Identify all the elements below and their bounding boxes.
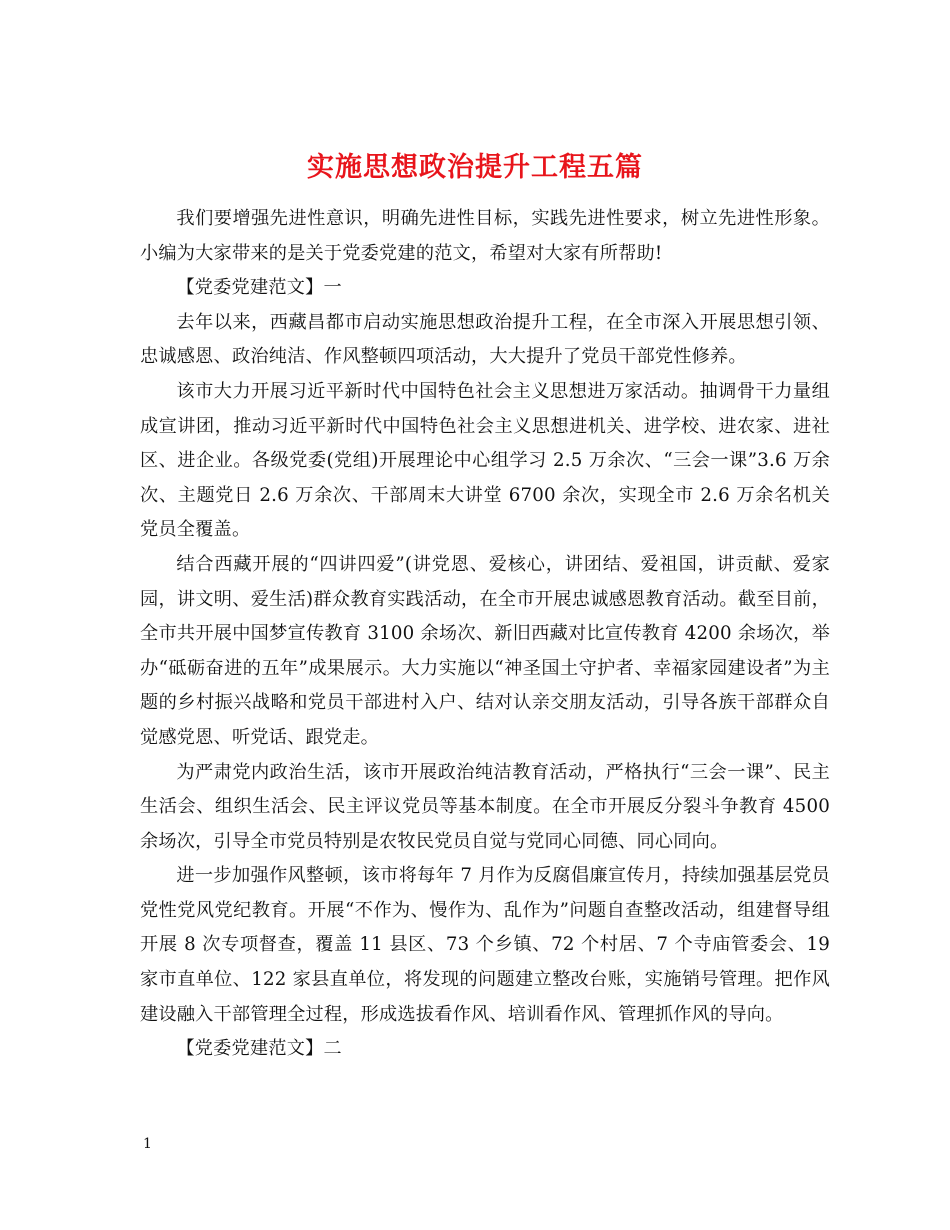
paragraph-intro: 我们要增强先进性意识，明确先进性目标，实践先进性要求，树立先进性形象。小编为大家带来的是关于党委党建的范文，希望对大家有所帮助! bbox=[140, 208, 830, 264]
paragraph: 该市大力开展习近平新时代中国特色社会主义思想进万家活动。抽调骨干力量组成宣讲团，推动习近平新时代中国特色社会主义思想进机关、进学校、进农家、进社区、进企业。各级党委(党组)开展理论中心组学习 2.5 万余次、“三会一课”3.6 万余次、主题党日 2.6 万余次、干部周末大讲堂 6700 余次，实现全市 2.6 万余名机关党员全覆盖。 bbox=[140, 380, 830, 541]
section-heading-1: 【党委党建范文】一 bbox=[176, 277, 342, 299]
document-body bbox=[140, 202, 830, 1067]
paragraph: 进一步加强作风整顿，该市将每年 7 月作为反腐倡廉宣传月，持续加强基层党员党性党风党纪教育。开展“不作为、慢作为、乱作为”问题自查整改活动，组建督导组开展 8 次专项督查，覆盖 11 县区、73 个乡镇、72 个村居、7 个寺庙管委会、19 家市直单位、122 家县直单位，将发现的问题建立整改台账，实施销号管理。把作风建设融入干部管理全过程，形成选拔看作风、培训看作风、管理抓作风的导向。 bbox=[140, 865, 830, 1025]
page-number: 1 bbox=[143, 1136, 152, 1152]
section-heading-2: 【党委党建范文】二 bbox=[176, 1038, 342, 1060]
paragraph: 为严肃党内政治生活，该市开展政治纯洁教育活动，严格执行“三会一课”、民主生活会、组织生活会、民主评议党员等基本制度。在全市开展反分裂斗争教育 4500 余场次，引导全市党员特别是农牧民党员自觉与党同心同德、同心同向。 bbox=[140, 761, 830, 852]
paragraph: 结合西藏开展的“四讲四爱”(讲党恩、爱核心，讲团结、爱祖国，讲贡献、爱家园，讲文明、爱生活)群众教育实践活动，在全市开展忠诚感恩教育活动。截至目前，全市共开展中国梦宣传教育 3100 余场次、新旧西藏对比宣传教育 4200 余场次，举办“砥砺奋进的五年”成果展示。大力实施以“神圣国土守护者、幸福家园建设者”为主题的乡村振兴战略和党员干部进村入户、结对认亲交朋友活动，引导各族干部群众自觉感党恩、听党话、跟党走。 bbox=[140, 553, 830, 748]
document-title: 实施思想政治提升工程五篇 bbox=[307, 152, 643, 184]
paragraph: 去年以来，西藏昌都市启动实施思想政治提升工程，在全市深入开展思想引领、忠诚感恩、政治纯洁、作风整顿四项活动，大大提升了党员干部党性修养。 bbox=[140, 311, 830, 368]
